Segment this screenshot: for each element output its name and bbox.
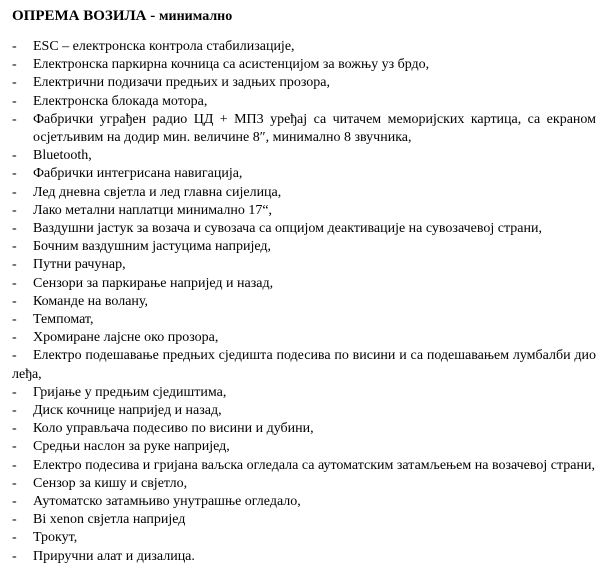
- list-dash: -: [12, 293, 17, 309]
- equipment-item-text: Приручни алат и дизалица.: [33, 548, 195, 564]
- list-dash: -: [12, 530, 17, 546]
- list-dash: -: [12, 166, 17, 182]
- equipment-item: [12, 56, 596, 74]
- equipment-item: [12, 311, 596, 329]
- equipment-item: [12, 202, 596, 220]
- equipment-item-text: Фабрички уграђен радио ЦД + МП3 уређај са читачем меморијских картица, са екраном осјетљивим на додир мин. величине 8″, минимално 8 звучника,: [33, 111, 596, 146]
- list-dash: -: [12, 384, 17, 400]
- equipment-item: [12, 475, 596, 493]
- equipment-item-text: Команде на волану,: [33, 293, 149, 309]
- list-dash: -: [12, 512, 17, 528]
- title-main: ОПРЕМА ВОЗИЛА -: [12, 8, 156, 24]
- equipment-item-text: Путни рачунар,: [33, 257, 126, 273]
- list-dash: -: [12, 475, 17, 491]
- list-dash: -: [12, 421, 17, 437]
- equipment-item: [12, 38, 596, 56]
- list-dash: -: [12, 184, 17, 200]
- equipment-item: [12, 420, 596, 438]
- equipment-item: [12, 275, 596, 293]
- equipment-item: [12, 457, 596, 475]
- equipment-item: [12, 293, 596, 311]
- list-dash: -: [12, 494, 17, 510]
- list-dash: -: [12, 348, 17, 364]
- list-dash: -: [12, 275, 17, 291]
- list-dash: -: [12, 548, 17, 564]
- equipment-item-text: Темпомат,: [33, 312, 94, 328]
- equipment-item-text: Електронска блокада мотора,: [33, 93, 208, 109]
- list-dash: -: [12, 221, 17, 237]
- list-dash: -: [12, 312, 17, 328]
- list-dash: -: [12, 148, 17, 164]
- equipment-item-text: Коло управљача подесиво по висини и дубини,: [33, 421, 314, 437]
- equipment-item: [12, 529, 596, 547]
- list-dash: -: [12, 202, 17, 218]
- equipment-item: [12, 384, 596, 402]
- equipment-item-text: Електро подешавање предњих сједишта подесива по висини и са подешавањем лумбалби дио леђа,: [12, 348, 596, 382]
- equipment-item-text: Трокут,: [33, 530, 78, 546]
- equipment-item: [12, 238, 596, 256]
- list-dash: -: [12, 39, 17, 54]
- list-dash: -: [12, 93, 17, 109]
- equipment-item: [12, 93, 596, 111]
- list-dash: -: [12, 111, 17, 127]
- equipment-list: [12, 38, 596, 566]
- equipment-item-text: Електрични подизачи предњих и задњих прозора,: [33, 75, 330, 91]
- equipment-item-text: Хромиране лајсне око прозора,: [33, 330, 219, 346]
- equipment-item: [12, 548, 596, 566]
- equipment-item-text: Лед дневна свјетла и лед главна сијелица,: [33, 184, 282, 200]
- equipment-item: [12, 402, 596, 420]
- title-qualifier: минимално: [159, 9, 233, 24]
- list-dash: -: [12, 239, 17, 255]
- equipment-item: [12, 147, 596, 165]
- list-dash: -: [12, 57, 17, 73]
- equipment-item-text: Ваздушни јастук за возача и сувозача са опцијом деактивације на сувозачевој страни,: [33, 221, 542, 237]
- equipment-item-text: Аутоматско затамњиво унутрашње огледало,: [33, 494, 301, 510]
- equipment-item-text: Bi xenon свјетла напријед: [33, 512, 186, 528]
- equipment-item-text: Гријање у предњим сједиштима,: [33, 384, 227, 400]
- list-dash: -: [12, 457, 17, 473]
- equipment-item-text: Електронска паркирна кочница са асистенцијом за вожњу уз брдо,: [33, 57, 430, 73]
- equipment-item-text: Сензори за паркирање напријед и назад,: [33, 275, 274, 291]
- equipment-item: [12, 347, 596, 383]
- equipment-item: [12, 165, 596, 183]
- list-dash: -: [12, 257, 17, 273]
- list-dash: -: [12, 330, 17, 346]
- equipment-item: [12, 256, 596, 274]
- equipment-item-text: ESC – електронска контрола стабилизације,: [33, 39, 295, 54]
- equipment-item-text: Bluetooth,: [33, 148, 92, 164]
- equipment-item: [12, 493, 596, 511]
- equipment-item: [12, 511, 596, 529]
- equipment-item: [12, 220, 596, 238]
- equipment-item-text: Сензор за кишу и свјетло,: [33, 475, 188, 491]
- equipment-item: [12, 74, 596, 92]
- equipment-item: [12, 438, 596, 456]
- equipment-item: [12, 184, 596, 202]
- list-dash: -: [12, 403, 17, 419]
- document-title: [12, 6, 232, 27]
- list-dash: -: [12, 75, 17, 91]
- list-dash: -: [12, 439, 17, 455]
- equipment-item: [12, 111, 596, 147]
- equipment-item: [12, 329, 596, 347]
- equipment-item-text: Средњи наслон за руке напријед,: [33, 439, 230, 455]
- equipment-item-text: Електро подесива и гријана ваљска огледала са аутоматским затамљењем на возачевој страни,: [33, 457, 595, 473]
- equipment-item-text: Диск кочнице напријед и назад,: [33, 403, 222, 419]
- equipment-item-text: Лако метални наплатци минимално 17“,: [33, 202, 273, 218]
- equipment-item-text: Фабрички интегрисана навигација,: [33, 166, 243, 182]
- equipment-item-text: Бочним ваздушним јастуцима напријед,: [33, 239, 271, 255]
